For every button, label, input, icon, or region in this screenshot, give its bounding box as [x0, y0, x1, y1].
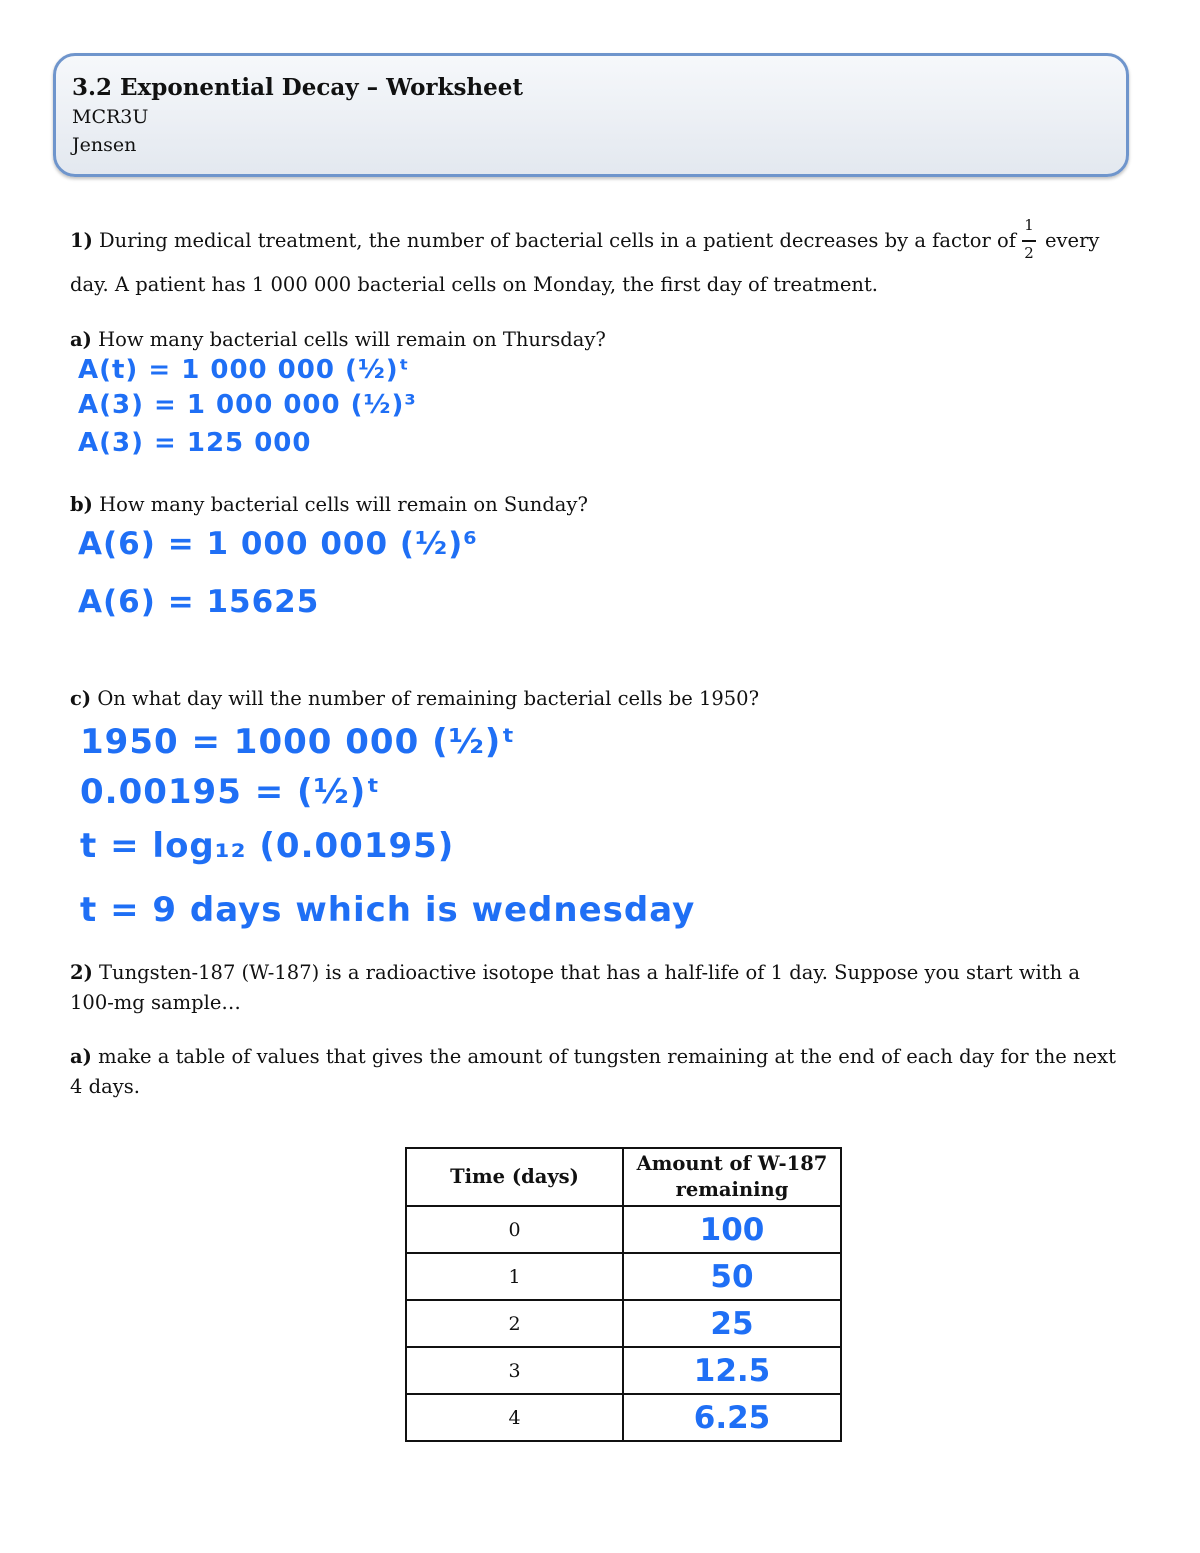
table-cell-time: 2: [406, 1300, 623, 1347]
q2a-line1: [70, 1042, 1116, 1072]
q1a-question: [70, 325, 606, 355]
q1b-question: [70, 490, 588, 520]
q2a-text-line1: make a table of values that gives the amount of tungsten remaining at the end of each day for the next: [98, 1045, 1116, 1068]
table-row: [406, 1300, 841, 1347]
q1-fraction-denominator: 2: [1024, 244, 1034, 262]
table-row: [406, 1347, 841, 1394]
table-cell-amount: 12.5: [623, 1347, 841, 1394]
q2a-label: a): [70, 1045, 92, 1068]
q1a-work-line2: A(3) = 1 000 000 (½)³: [78, 390, 417, 420]
table-cell-amount: 50: [623, 1253, 841, 1300]
q1c-label: c): [70, 687, 92, 710]
q1c-work-line2: 0.00195 = (½)ᵗ: [80, 772, 381, 812]
q1a-work-line3: A(3) = 125 000: [78, 428, 312, 458]
q1b-work-line2: A(6) = 15625: [78, 584, 320, 620]
q1c-question: [70, 684, 759, 714]
table-header-time: Time (days): [406, 1148, 623, 1206]
q2-text-line2: 100-mg sample…: [70, 991, 241, 1014]
course-code: MCR3U: [72, 106, 149, 128]
q1c-work-line1: 1950 = 1000 000 (½)ᵗ: [80, 722, 516, 762]
q1-every: every: [1045, 229, 1100, 252]
q1b-question-text: How many bacterial cells will remain on Sunday?: [99, 493, 588, 516]
q2-text-line1: Tungsten-187 (W-187) is a radioactive isotope that has a half-life of 1 day. Suppose you start with a: [99, 961, 1081, 984]
q1-number: 1): [70, 229, 93, 252]
table-cell-amount: 100: [623, 1206, 841, 1253]
q1-text-line2: day. A patient has 1 000 000 bacterial cells on Monday, the first day of treatment.: [70, 273, 878, 296]
table-cell-time: 3: [406, 1347, 623, 1394]
worksheet-header: [53, 53, 1129, 177]
q1b-work-line1: A(6) = 1 000 000 (½)⁶: [78, 526, 478, 562]
table-cell-amount: 25: [623, 1300, 841, 1347]
q1c-question-text: On what day will the number of remaining bacterial cells be 1950?: [97, 687, 760, 710]
q1c-work-line3: t = log₁₂ (0.00195): [80, 826, 455, 866]
table-row: [406, 1253, 841, 1300]
q1-line1: [70, 226, 1016, 256]
q1-fraction-numerator: 1: [1024, 216, 1034, 234]
table-cell-amount: 6.25: [623, 1394, 841, 1441]
q1a-question-text: How many bacterial cells will remain on Thursday?: [98, 328, 606, 351]
table-row: [406, 1394, 841, 1441]
teacher-name: Jensen: [72, 134, 137, 156]
table-header-amount: Amount of W-187 remaining: [623, 1148, 841, 1206]
table-row: [406, 1206, 841, 1253]
table-header-row: [406, 1148, 841, 1206]
q1b-label: b): [70, 493, 93, 516]
q1-fraction-bar: [1022, 240, 1036, 242]
q2-line1: [70, 958, 1080, 988]
q1a-work-line1: A(t) = 1 000 000 (½)ᵗ: [78, 355, 410, 385]
q2-number: 2): [70, 961, 93, 984]
table-cell-time: 4: [406, 1394, 623, 1441]
worksheet-title: 3.2 Exponential Decay – Worksheet: [72, 74, 524, 101]
q1c-work-line4: t = 9 days which is wednesday: [80, 890, 696, 930]
q1-text-line1: During medical treatment, the number of bacterial cells in a patient decreases by a factor of: [99, 229, 1016, 252]
table-cell-time: 1: [406, 1253, 623, 1300]
q1a-label: a): [70, 328, 92, 351]
values-table: [405, 1147, 842, 1442]
table-cell-time: 0: [406, 1206, 623, 1253]
q2a-text-line2: 4 days.: [70, 1075, 140, 1098]
